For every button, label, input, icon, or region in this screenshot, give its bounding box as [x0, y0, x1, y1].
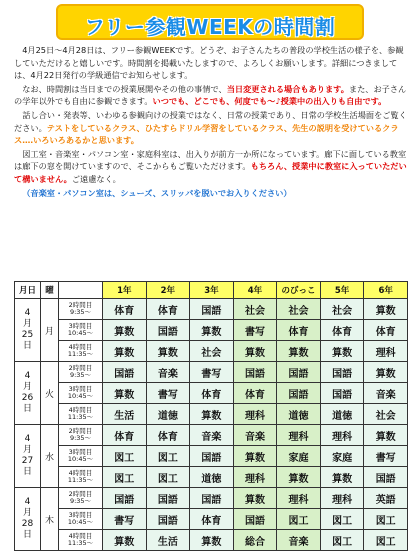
- period-time: 11:35～: [67, 476, 94, 484]
- date-char: 4: [24, 434, 31, 444]
- subject-cell: 算数: [190, 320, 234, 341]
- subject-cell: 書写: [103, 509, 147, 530]
- date-char: 日: [22, 467, 32, 477]
- period-time: 10:45～: [67, 392, 94, 400]
- table-row: [15, 299, 408, 320]
- subject-cell: 国語: [320, 383, 364, 404]
- period-label: 2時間目: [68, 489, 93, 498]
- table-row: [15, 509, 408, 530]
- date-char: 月: [22, 319, 32, 329]
- date-char: 4: [24, 497, 31, 507]
- subject-cell: 国語: [190, 299, 234, 320]
- table-row: [15, 320, 408, 341]
- subject-cell: 図工: [103, 446, 147, 467]
- subject-cell: 道徳: [190, 467, 234, 488]
- period-time: 10:45～: [67, 455, 94, 463]
- subject-cell: 体育: [233, 383, 277, 404]
- subject-cell: 図工: [364, 509, 408, 530]
- period-time: 10:45～: [67, 518, 94, 526]
- subject-cell: 書写: [364, 446, 408, 467]
- subject-cell: 算数: [277, 341, 321, 362]
- period-label: 4時間目: [68, 405, 93, 414]
- subject-cell: 理科: [233, 404, 277, 425]
- period-label: 2時間目: [68, 300, 93, 309]
- weekday-cell: 月: [41, 299, 59, 362]
- subject-cell: 国語: [146, 320, 190, 341]
- period-cell: [59, 425, 103, 446]
- date-char: 28: [21, 519, 34, 529]
- date-char: 日: [22, 341, 32, 351]
- table-row: [15, 404, 408, 425]
- subject-cell: 道徳: [146, 404, 190, 425]
- subject-cell: 体育: [364, 320, 408, 341]
- date-char: 26: [21, 393, 34, 403]
- weekday-cell: 木: [41, 488, 59, 551]
- header-period: [59, 282, 103, 299]
- subject-cell: 書写: [146, 383, 190, 404]
- table-row: [15, 341, 408, 362]
- subject-cell: 社会: [233, 299, 277, 320]
- subject-cell: 体育: [103, 425, 147, 446]
- subject-cell: 算数: [364, 362, 408, 383]
- table-row: [15, 362, 408, 383]
- table-row: [15, 488, 408, 509]
- table-row: [15, 425, 408, 446]
- date-cell: [15, 299, 41, 362]
- header-class: 4年: [233, 282, 277, 299]
- period-cell: [59, 320, 103, 341]
- paragraph-3: [14, 109, 410, 147]
- subject-cell: 国語: [103, 362, 147, 383]
- paragraph-1: [14, 44, 410, 82]
- page-title: フリー参観WEEKの時間割: [84, 15, 336, 39]
- subject-cell: 算数: [364, 425, 408, 446]
- subject-cell: 道徳: [277, 404, 321, 425]
- table-row: [15, 530, 408, 551]
- table-row: [15, 383, 408, 404]
- period-label: 2時間目: [68, 363, 93, 372]
- period-label: 2時間目: [68, 426, 93, 435]
- period-label: 3時間目: [68, 447, 93, 456]
- subject-cell: 総合: [233, 530, 277, 551]
- subject-cell: 社会: [320, 299, 364, 320]
- subject-cell: 家庭: [277, 446, 321, 467]
- title-banner: [56, 4, 364, 40]
- header-class: 2年: [146, 282, 190, 299]
- subject-cell: 国語: [277, 362, 321, 383]
- subject-cell: 生活: [103, 404, 147, 425]
- subject-cell: 算数: [320, 341, 364, 362]
- paragraph-4-red: もちろん、授業中に教室に入っていただいて構いません。: [14, 161, 407, 184]
- subject-cell: 体育: [190, 509, 234, 530]
- subject-cell: 国語: [190, 446, 234, 467]
- header-class: 6年: [364, 282, 408, 299]
- paragraph-2-red-2: いつでも、どこでも、何度でも～♪授業中の出入りも自由です。: [152, 96, 387, 107]
- subject-cell: 書写: [190, 362, 234, 383]
- period-cell: [59, 446, 103, 467]
- subject-cell: 理科: [320, 425, 364, 446]
- header-date: 月日: [15, 282, 41, 299]
- period-cell: [59, 530, 103, 551]
- date-char: 日: [22, 530, 32, 540]
- date-cell: [15, 362, 41, 425]
- subject-cell: 国語: [233, 509, 277, 530]
- subject-cell: 体育: [277, 320, 321, 341]
- subject-cell: 図工: [364, 530, 408, 551]
- paragraph-1-text: 4月25日～4月28日は、フリー参観WEEKです。どうぞ、お子さんたちの普段の学校生活の様子を、参観していただけると嬉しいです。時間割を掲載いたしますので、よろしくお願いします。詳細につきましては、4月22日発行の学級通信でお知らせします。: [14, 45, 404, 81]
- subject-cell: 家庭: [320, 446, 364, 467]
- period-cell: [59, 383, 103, 404]
- subject-cell: 図工: [320, 530, 364, 551]
- subject-cell: 体育: [146, 299, 190, 320]
- date-char: 日: [22, 404, 32, 414]
- subject-cell: 算数: [103, 383, 147, 404]
- subject-cell: 体育: [320, 320, 364, 341]
- period-cell: [59, 299, 103, 320]
- subject-cell: 書写: [233, 320, 277, 341]
- subject-cell: 算数: [320, 467, 364, 488]
- subject-cell: 体育: [103, 299, 147, 320]
- subject-cell: 算数: [233, 341, 277, 362]
- timetable-body: [15, 299, 408, 551]
- date-char: 27: [21, 456, 34, 466]
- paragraph-2-text-b: また、お子さんの学年以外でも自由に参観できます。: [14, 83, 407, 107]
- paragraph-2-text-a: なお、時間割は当日までの授業展開やその他の事情で、: [22, 83, 227, 94]
- period-time: 9:35～: [69, 497, 92, 505]
- date-char: 月: [22, 382, 32, 392]
- date-char: 4: [24, 308, 31, 318]
- subject-cell: 算数: [103, 341, 147, 362]
- subject-cell: 体育: [190, 383, 234, 404]
- subject-cell: 社会: [364, 404, 408, 425]
- subject-cell: 国語: [103, 488, 147, 509]
- header-class: 3年: [190, 282, 234, 299]
- period-label: 3時間目: [68, 510, 93, 519]
- subject-cell: 英語: [364, 488, 408, 509]
- subject-cell: 理科: [233, 467, 277, 488]
- paragraph-4-text-a: 図工室・音楽室・パソコン室・家庭科室は、出入りが前方一か所になっています。廊下に面している教室は廊下の窓を開けていますので、そこからもご覧いただけます。: [14, 148, 407, 172]
- paragraph-2: [14, 83, 410, 108]
- subject-cell: 音楽: [233, 425, 277, 446]
- subject-cell: 図工: [146, 446, 190, 467]
- timetable-header-row: [15, 282, 408, 299]
- subject-cell: 音楽: [364, 383, 408, 404]
- date-char: 25: [21, 330, 34, 340]
- period-time: 11:35～: [67, 539, 94, 547]
- subject-cell: 国語: [146, 509, 190, 530]
- paragraph-3-orange: テストをしているクラス、ひたすらドリル学習をしているクラス、先生の説明を受けているクラス‥‥いろいろあるかと思います。: [14, 122, 399, 146]
- subject-cell: 算数: [233, 446, 277, 467]
- period-time: 9:35～: [69, 308, 92, 316]
- subject-cell: 算数: [103, 320, 147, 341]
- subject-cell: 図工: [146, 467, 190, 488]
- subject-cell: 国語: [320, 362, 364, 383]
- period-time: 9:35～: [69, 434, 92, 442]
- header-weekday: 曜: [41, 282, 59, 299]
- date-cell: [15, 488, 41, 551]
- table-row: [15, 446, 408, 467]
- paragraph-3-text: 話し合い・発表等、いわゆる参観向けの授業ではなく、日常の授業であり、日常の学校生活場面をご覧ください。: [14, 109, 407, 133]
- subject-cell: 生活: [146, 530, 190, 551]
- period-label: 4時間目: [68, 342, 93, 351]
- notice-text: [14, 44, 410, 200]
- subject-cell: 図工: [277, 509, 321, 530]
- period-label: 4時間目: [68, 468, 93, 477]
- period-time: 10:45～: [67, 329, 94, 337]
- period-cell: [59, 509, 103, 530]
- weekday-cell: 水: [41, 425, 59, 488]
- subject-cell: 理科: [277, 425, 321, 446]
- subject-cell: 算数: [277, 467, 321, 488]
- paragraph-4-text-b: ご遠慮なく。: [71, 173, 121, 184]
- period-label: 3時間目: [68, 321, 93, 330]
- period-time: 11:35～: [67, 350, 94, 358]
- subject-cell: 体育: [146, 425, 190, 446]
- paragraph-2-red-1: 当日変更される場合もあります。: [226, 83, 349, 94]
- timetable: [14, 281, 408, 551]
- date-cell: [15, 425, 41, 488]
- subject-cell: 理科: [320, 488, 364, 509]
- subject-cell: 社会: [277, 299, 321, 320]
- header-class: 5年: [320, 282, 364, 299]
- subject-cell: 算数: [190, 530, 234, 551]
- footwear-note: （音楽室・パソコン室は、シューズ、スリッパを脱いでお入りください）: [22, 187, 292, 198]
- subject-cell: 国語: [190, 488, 234, 509]
- subject-cell: 理科: [364, 341, 408, 362]
- subject-cell: 理科: [277, 488, 321, 509]
- date-char: 月: [22, 508, 32, 518]
- table-row: [15, 467, 408, 488]
- subject-cell: 国語: [277, 383, 321, 404]
- subject-cell: 算数: [364, 299, 408, 320]
- date-char: 4: [24, 371, 31, 381]
- period-time: 11:35～: [67, 413, 94, 421]
- period-cell: [59, 362, 103, 383]
- period-cell: [59, 404, 103, 425]
- subject-cell: 国語: [233, 362, 277, 383]
- period-time: 9:35～: [69, 371, 92, 379]
- period-cell: [59, 488, 103, 509]
- subject-cell: 国語: [146, 488, 190, 509]
- period-cell: [59, 341, 103, 362]
- header-class: 1年: [103, 282, 147, 299]
- period-label: 4時間目: [68, 531, 93, 540]
- header-class: のびっこ: [277, 282, 321, 299]
- period-label: 3時間目: [68, 384, 93, 393]
- subject-cell: 算数: [103, 530, 147, 551]
- subject-cell: 算数: [233, 488, 277, 509]
- paragraph-4: [14, 148, 410, 186]
- subject-cell: 図工: [320, 509, 364, 530]
- subject-cell: 音楽: [277, 530, 321, 551]
- subject-cell: 道徳: [320, 404, 364, 425]
- subject-cell: 算数: [190, 404, 234, 425]
- subject-cell: 国語: [364, 467, 408, 488]
- weekday-cell: 火: [41, 362, 59, 425]
- subject-cell: 社会: [190, 341, 234, 362]
- subject-cell: 図工: [103, 467, 147, 488]
- subject-cell: 音楽: [146, 362, 190, 383]
- date-char: 月: [22, 445, 32, 455]
- subject-cell: 算数: [146, 341, 190, 362]
- period-cell: [59, 467, 103, 488]
- subject-cell: 音楽: [190, 425, 234, 446]
